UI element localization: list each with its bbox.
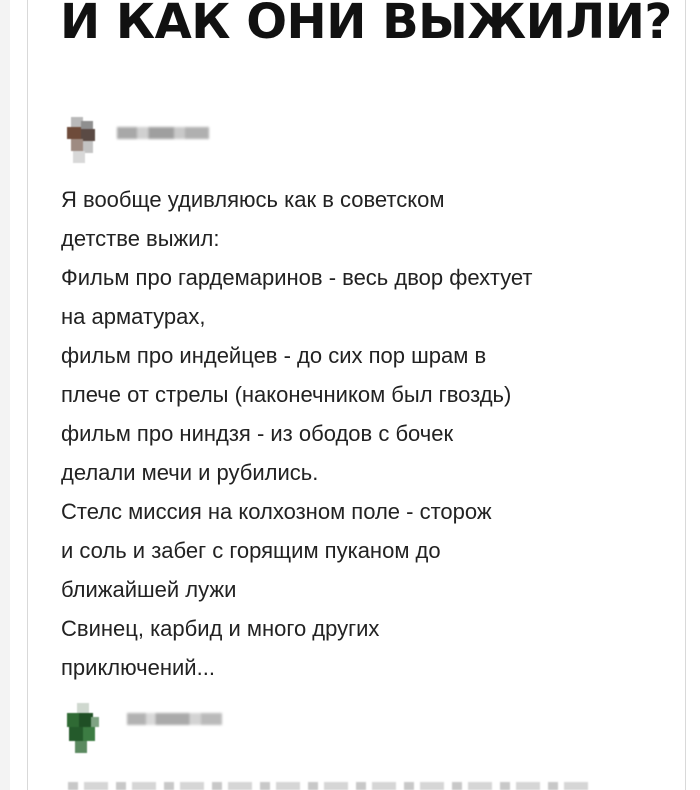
headline: И КАК ОНИ ВЫЖИЛИ?: [60, 0, 672, 50]
cut-off-text-line: [68, 782, 588, 790]
pixelated-green-avatar-icon[interactable]: [63, 703, 103, 755]
post-line: Свинец, карбид и много других: [61, 616, 380, 641]
post-line: Я вообще удивляюсь как в советском: [61, 187, 445, 212]
post-line: и соль и забег с горящим пуканом до: [61, 538, 441, 563]
next-post-author-header[interactable]: [63, 703, 263, 759]
post-line: фильм про индейцев - до сих пор шрам в: [61, 343, 487, 368]
post-line: ближайшей лужи: [61, 577, 237, 602]
blurred-username-2[interactable]: [127, 713, 222, 725]
post-line: на арматурах,: [61, 304, 206, 329]
post-body: [61, 180, 691, 687]
post-line: приключений...: [61, 655, 215, 680]
blurred-username[interactable]: [117, 127, 209, 139]
post-line: делали мечи и рубились.: [61, 460, 319, 485]
left-edge-strip: [0, 0, 10, 790]
post-line: плече от стрелы (наконечником был гвоздь): [61, 382, 512, 407]
post-author-header[interactable]: [63, 115, 263, 167]
post-line: фильм про ниндзя - из ободов с бочек: [61, 421, 454, 446]
post-line: Фильм про гардемаринов - весь двор фехтует: [61, 265, 533, 290]
post-line: детстве выжил:: [61, 226, 220, 251]
post-card: [27, 0, 686, 790]
pixelated-avatar-icon[interactable]: [63, 117, 103, 165]
post-line: Стелс миссия на колхозном поле - сторож: [61, 499, 492, 524]
